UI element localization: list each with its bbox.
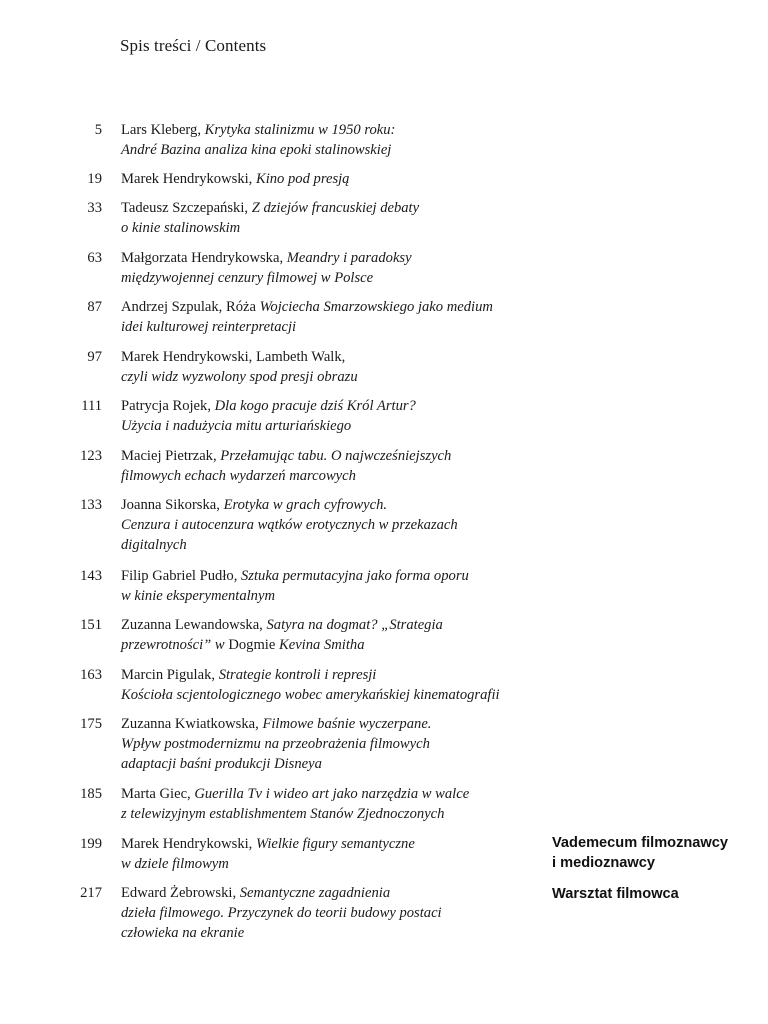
toc-author: Joanna Sikorska, (121, 497, 224, 513)
toc-page-number: 175 (80, 716, 102, 732)
toc-author: Zuzanna Kwiatkowska, (121, 716, 263, 732)
toc-title-cont: człowieka na ekranie (121, 925, 245, 941)
toc-author: Marek Hendrykowski, (121, 836, 256, 852)
toc-page-number: 133 (80, 497, 102, 513)
toc-author: Patrycja Rojek, (121, 398, 215, 414)
toc-title-cont: przewrotności” w (121, 637, 229, 653)
toc-page-number: 151 (80, 617, 102, 633)
toc-title-plain: Róża (225, 299, 260, 315)
section-label-line: i medioznawcy (552, 855, 655, 871)
toc-page-number: 87 (87, 299, 102, 315)
toc-title: Meandry i paradoksy (286, 250, 412, 266)
toc-author: Lars Kleberg, (121, 122, 205, 138)
toc-author: Marcin Pigulak, (121, 667, 219, 683)
toc-title: Z dziejów francuskiej debaty (251, 200, 420, 216)
section-label-vademecum (552, 833, 762, 873)
toc-title: Wielkie figury semantyczne (255, 836, 415, 852)
toc-page-number: 19 (87, 171, 102, 187)
toc-title-cont: adaptacji baśni produkcji Disneya (121, 756, 322, 772)
toc-author: Małgorzata Hendrykowska, (121, 250, 287, 266)
toc-author: Marta Giec, (121, 786, 195, 802)
toc-author: Zuzanna Lewandowska, (121, 617, 267, 633)
toc-author: Filip Gabriel Pudło, (121, 568, 241, 584)
toc-page-number: 199 (80, 836, 102, 852)
toc-title-cont: w dziele filmowym (121, 856, 229, 872)
toc-title-cont: dzieła filmowego. Przyczynek do teorii budowy postaci (121, 905, 442, 921)
toc-page-number: 185 (80, 786, 102, 802)
toc-title: Filmowe baśnie wyczerpane. (262, 716, 432, 732)
toc-title-cont: idei kulturowej reinterpretacji (121, 319, 297, 335)
toc-title-cont: z telewizyjnym establishmentem Stanów Zjednoczonych (121, 806, 445, 822)
toc-title: Satyra na dogmat? „Strategia (266, 617, 443, 633)
toc-title-cont: Cenzura i autocenzura wątków erotycznych w przekazach (121, 517, 458, 533)
toc-title-plain: Lambeth Walk, (255, 349, 346, 365)
toc-page-number: 5 (94, 122, 102, 138)
toc-title: Guerilla Tv i wideo art jako narzędzia w walce (194, 786, 470, 802)
toc-title-cont: czyli widz wyzwolony spod presji obrazu (121, 369, 358, 385)
section-label-line: Warsztat filmowca (552, 886, 679, 902)
toc-title: Kino pod presją (255, 171, 350, 187)
toc-author: Edward Żebrowski, (121, 885, 240, 901)
toc-title: Przełamując tabu. O najwcześniejszych (220, 448, 452, 464)
toc-page-number: 163 (80, 667, 102, 683)
page-title: Spis treści / Contents (120, 36, 267, 55)
toc-page-number: 123 (80, 448, 102, 464)
toc-title: Sztuka permutacyjna jako forma oporu (241, 568, 469, 584)
toc-title-cont: Wpływ postmodernizmu na przeobrażenia filmowych (121, 736, 430, 752)
toc-title: Strategie kontroli i represji (218, 667, 377, 683)
toc-title-cont: o kinie stalinowskim (121, 220, 241, 236)
toc-title: Erotyka w grach cyfrowych. (223, 497, 388, 513)
toc-title: Wojciecha Smarzowskiego jako medium (259, 299, 493, 315)
toc-title-cont: międzywojennej cenzury filmowej w Polsce (121, 270, 374, 286)
toc-page-number: 217 (80, 885, 102, 901)
toc-title: Krytyka stalinizmu w 1950 roku: (204, 122, 396, 138)
toc-title-cont: Użycia i nadużycia mitu arturiańskiego (121, 418, 352, 434)
toc-author: Andrzej Szpulak, (121, 299, 226, 315)
toc-page-number: 33 (87, 200, 102, 216)
toc-title-cont: filmowych echach wydarzeń marcowych (121, 468, 356, 484)
toc-author: Tadeusz Szczepański, (121, 200, 252, 216)
toc-author: Marek Hendrykowski, (121, 349, 256, 365)
toc-title-cont: Kościoła scjentologicznego wobec amerykańskiej kinematografii (121, 687, 500, 703)
toc-author: Marek Hendrykowski, (121, 171, 256, 187)
section-label-line: Vademecum filmoznawcy (552, 835, 729, 851)
toc-title-cont: André Bazina analiza kina epoki stalinowskiej (121, 142, 392, 158)
toc-page-number: 111 (81, 398, 102, 414)
section-label-warsztat (552, 884, 762, 904)
toc-page-number: 143 (80, 568, 102, 584)
toc-page-number: 97 (87, 349, 102, 365)
toc-title-plain: Dogmie (228, 637, 279, 653)
toc-author: Maciej Pietrzak, (121, 448, 221, 464)
toc-title-cont: digitalnych (121, 537, 187, 553)
toc-title-cont: w kinie eksperymentalnym (121, 588, 275, 604)
toc-title: Dla kogo pracuje dziś Król Artur? (214, 398, 416, 414)
toc-page-number: 63 (87, 250, 102, 266)
toc-title-cont: Kevina Smitha (278, 637, 365, 653)
toc-title: Semantyczne zagadnienia (239, 885, 391, 901)
